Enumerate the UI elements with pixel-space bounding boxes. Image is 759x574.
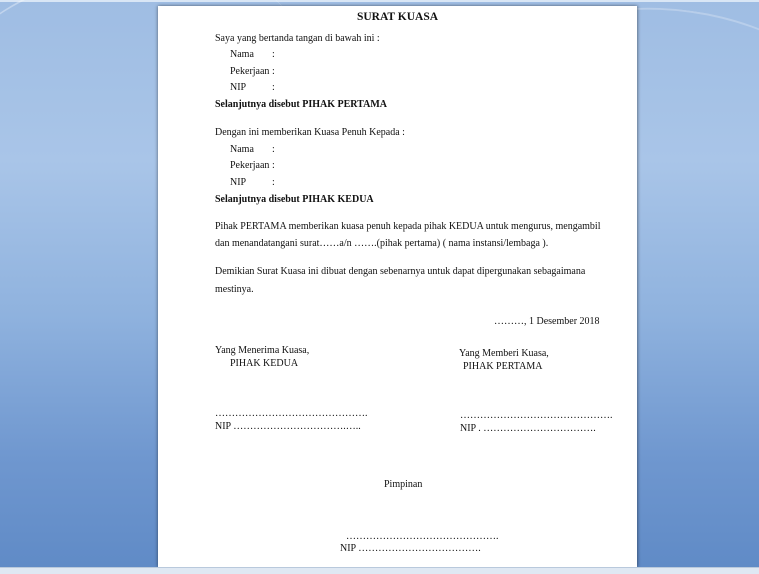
field-colon: : (272, 160, 275, 171)
field-label-nip-2: NIP (230, 177, 247, 188)
receiver-party: PIHAK KEDUA (230, 358, 299, 369)
giver-nip: NIP . ……………………………. (460, 423, 596, 434)
field-label-nama-2: Nama (230, 144, 254, 155)
field-label-nip-1: NIP (230, 82, 247, 93)
closing-paragraph-line2: mestinya. (215, 284, 254, 295)
receiver-signature-line: ………………………………………. (215, 408, 368, 419)
document-page[interactable] (158, 6, 637, 567)
closing-paragraph-line1: Demikian Surat Kuasa ini dibuat dengan sebenarnya untuk dapat dipergunakan sebagaimana (215, 266, 586, 277)
leader-label: Pimpinan (384, 479, 423, 490)
field-colon: : (272, 49, 275, 60)
grant-intro-text: Dengan ini memberikan Kuasa Penuh Kepada : (215, 127, 405, 138)
receiver-label: Yang Menerima Kuasa, (215, 345, 310, 356)
intro-text: Saya yang bertanda tangan di bawah ini : (215, 33, 380, 44)
field-colon: : (272, 144, 275, 155)
field-colon: : (272, 82, 275, 93)
giver-label: Yang Memberi Kuasa, (459, 348, 549, 359)
body-paragraph-line2: dan menandatangani surat……a/n …….(pihak pertama) ( nama instansi/lembaga ). (215, 238, 549, 249)
field-label-pekerjaan-1: Pekerjaan (230, 66, 270, 77)
field-colon: : (272, 177, 275, 188)
leader-nip: NIP ………………………………. (340, 543, 481, 554)
giver-party: PIHAK PERTAMA (463, 361, 543, 372)
document-title: SURAT KUASA (356, 11, 439, 23)
second-party-reference: Selanjutnya disebut PIHAK KEDUA (215, 194, 374, 205)
giver-signature-line: ………………………………………. (460, 410, 613, 421)
document-date: ………, 1 Desember 2018 (494, 316, 600, 327)
field-label-nama-1: Nama (230, 49, 254, 60)
body-paragraph-line1: Pihak PERTAMA memberikan kuasa penuh kepada pihak KEDUA untuk mengurus, mengambil (215, 221, 601, 232)
field-label-pekerjaan-2: Pekerjaan (230, 160, 270, 171)
leader-signature-line: ………………………………………. (346, 531, 499, 542)
receiver-nip: NIP …………………………….….. (215, 421, 361, 432)
field-colon: : (272, 66, 275, 77)
first-party-reference: Selanjutnya disebut PIHAK PERTAMA (215, 99, 387, 110)
